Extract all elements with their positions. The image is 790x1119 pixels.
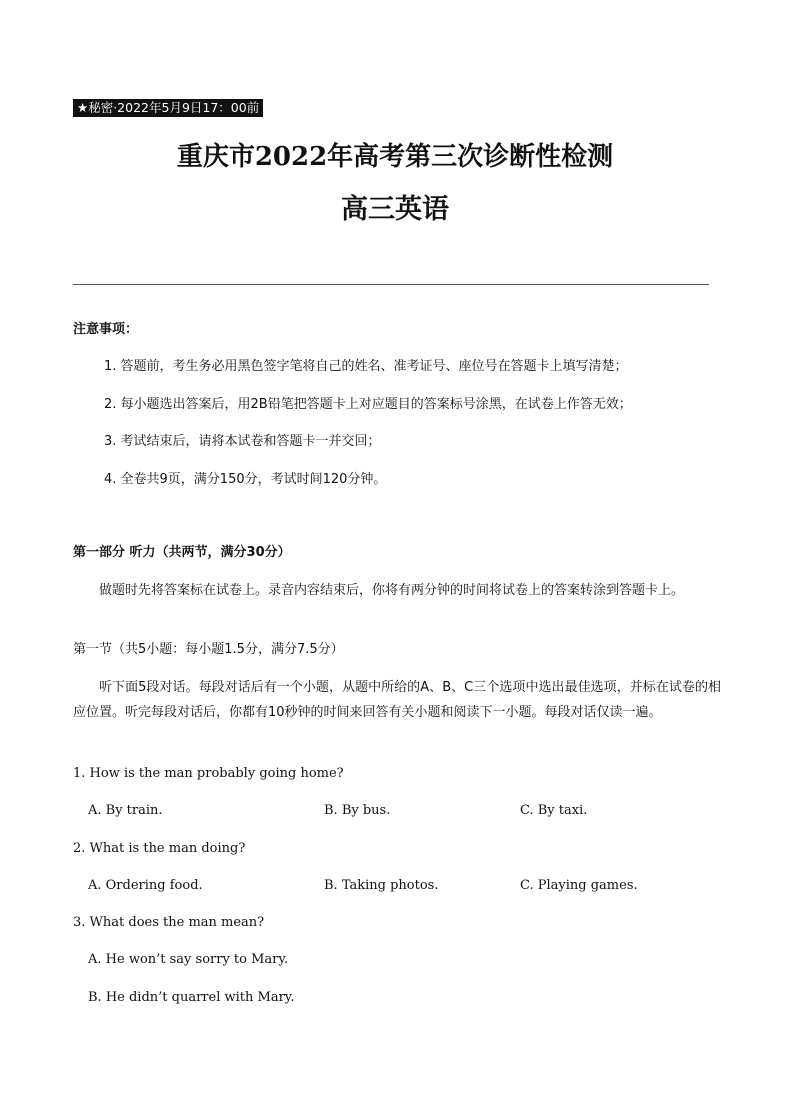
note-item: 3. 考试结束后，请将本试卷和答题卡一并交回； [104,434,381,449]
answer-option: B. Taking photos. [324,878,439,893]
note-item: 1. 答题前，考生务必用黑色签字笔将自己的姓名、准考证号、座位号在答题卡上填写清楚； [104,359,628,374]
notes-list [104,357,744,507]
answer-option: A. He won’t say sorry to Mary. [88,952,289,967]
answer-option: B. By bus. [324,803,391,818]
notes-heading: 注意事项： [73,322,139,337]
exam-subject: 高三英语 [341,194,449,225]
question-stem: 2. What is the man doing? [73,841,246,856]
answer-option: C. By taxi. [520,803,588,818]
note-item: 4. 全卷共9页，满分150分，考试时间120分钟。 [104,471,387,487]
answer-option: B. He didn’t quarrel with Mary. [88,990,295,1005]
question-stem: 3. What does the man mean? [73,915,265,930]
note-item: 2. 每小题选出答案后，用2B铅笔把答题卡上对应题目的答案标号涂黑，在试卷上作答无效； [104,396,632,412]
header-divider [73,284,709,285]
answer-option: C. Playing games. [520,878,638,893]
section-one-heading: 第一节（共5小题：每小题1.5分，满分7.5分） [73,642,344,657]
part-one-heading: 第一部分 听力（共两节，满分30分） [73,545,291,560]
answer-option: A. By train. [88,803,163,818]
answer-option: A. Ordering food. [88,878,203,893]
section-one-instructions: 听下面5段对话。每段对话后有一个小题，从题中所给的A、B、C三个选项中选出最佳选项，并标在试卷的相应位置。听完每段对话后，你都有10秒钟的时间来回答有关小题和阅读下一小题。每段对话仅读一遍。 [73,680,721,720]
exam-title: 重庆市2022年高考第三次诊断性检测 [176,142,614,172]
part-one-intro: 做题时先将答案标在试卷上。录音内容结束后，你将有两分钟的时间将试卷上的答案转涂到答题卡上。 [99,583,685,598]
confidential-tag: ★秘密·2022年5月9日17：00前 [73,99,263,117]
question-stem: 1. How is the man probably going home? [73,766,344,781]
